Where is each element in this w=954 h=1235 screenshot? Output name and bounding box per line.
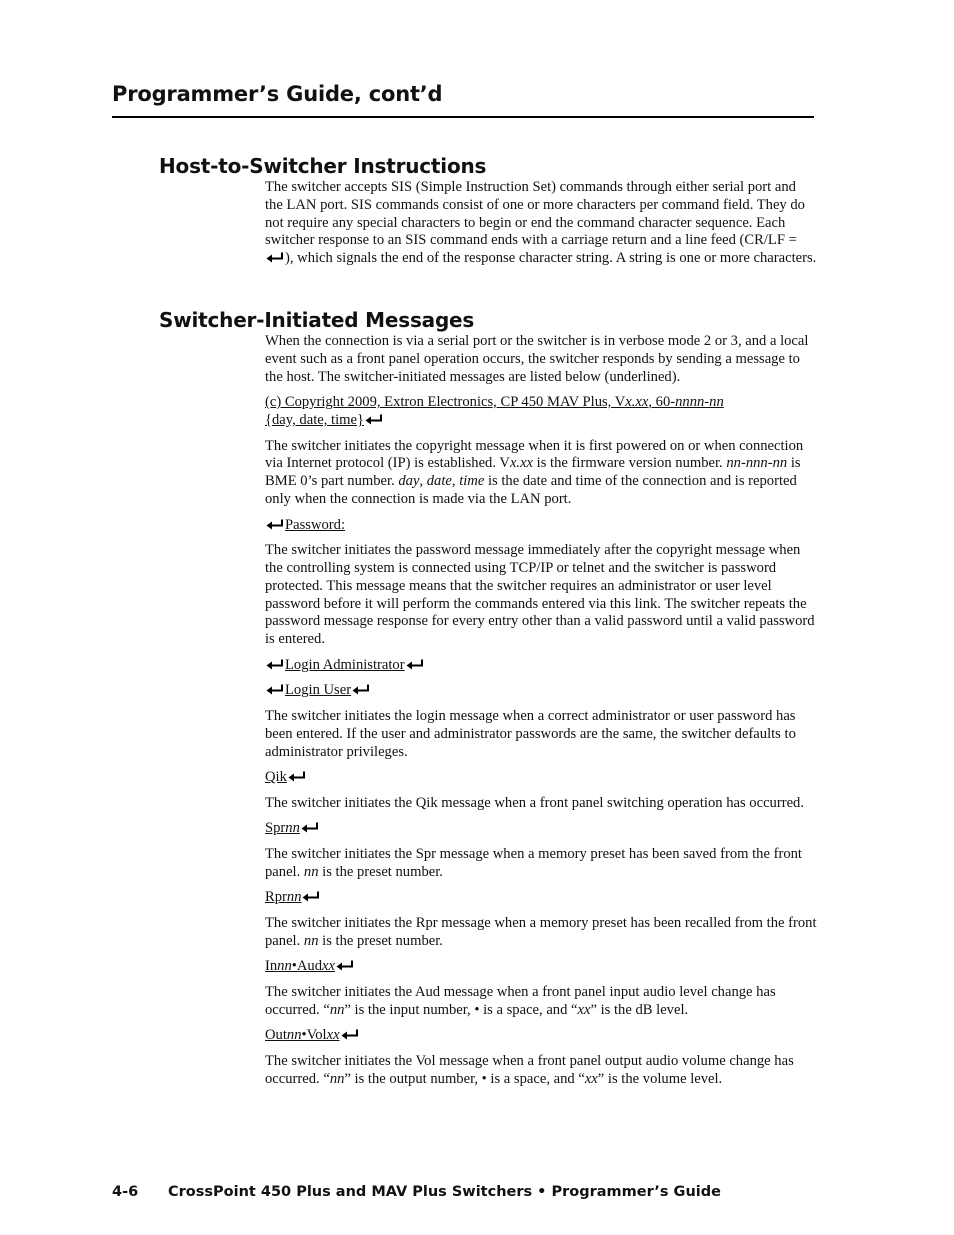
return-arrow-icon bbox=[352, 684, 370, 695]
return-arrow-icon bbox=[266, 684, 284, 695]
return-arrow-icon bbox=[266, 659, 284, 670]
password-description: The switcher initiates the password message immediately after the copyright message when the controlling system is connected using TCP/IP or telnet and the switcher is password protected. This message means that the switcher requires an administrator or user level password before it will perform the commands entered via this link. The switcher repeats the password message response for every entry other than a valid password until a valid password is entered. bbox=[265, 542, 815, 648]
return-arrow-icon bbox=[336, 960, 354, 971]
page-header bbox=[112, 82, 814, 118]
copyright-message: (c) Copyright 2009, Extron Electronics, CP 450 MAV Plus, Vx.xx, 60-nnnn-nn {day, date, time} bbox=[265, 394, 724, 428]
return-arrow-icon bbox=[301, 822, 319, 833]
page-footer bbox=[112, 1184, 721, 1200]
login-user-message: Login User bbox=[265, 682, 817, 700]
vol-message: Outnn•Volxx bbox=[265, 1027, 817, 1045]
aud-message: Innn•Audxx bbox=[265, 958, 817, 976]
qik-description: The switcher initiates the Qik message when a front panel switching operation has occurred. bbox=[265, 794, 804, 811]
page-title: Programmer’s Guide, cont’d bbox=[112, 82, 443, 106]
login-description: The switcher initiates the login message when a correct administrator or user password has been entered. If the user and administrator passwords are the same, the switcher defaults to administrator privileges. bbox=[265, 707, 796, 760]
return-arrow-icon bbox=[341, 1029, 359, 1040]
return-arrow-icon bbox=[302, 891, 320, 902]
return-arrow-icon bbox=[266, 252, 284, 263]
section-heading-switcher-initiated: Switcher-Initiated Messages bbox=[159, 308, 475, 332]
rpr-description: The switcher initiates the Rpr message when a memory preset has been recalled from the front panel. nn is the preset number. bbox=[265, 914, 817, 949]
paragraph: The switcher accepts SIS (Simple Instruction Set) commands through either serial port and the LAN port. SIS commands consist of one or more characters per command field. They do not require any special characters to begin or end the command character sequence. Each switcher response to an SIS command ends with a carriage return and a line feed (CR/LF = ), which signals the end of the response character string. A string is one or more characters. bbox=[265, 179, 817, 267]
section-body-switcher-initiated bbox=[265, 333, 817, 1096]
vol-description: The switcher initiates the Vol message when a front panel output audio volume change has occurred. “nn” is the output number, • is a space, and “xx” is the volume level. bbox=[265, 1052, 794, 1087]
section-heading-host-to-switcher: Host-to-Switcher Instructions bbox=[159, 154, 487, 178]
footer-title: CrossPoint 450 Plus and MAV Plus Switchers • Programmer’s Guide bbox=[168, 1184, 721, 1200]
return-arrow-icon bbox=[288, 771, 306, 782]
return-arrow-icon bbox=[406, 659, 424, 670]
section-body-host-to-switcher bbox=[265, 179, 817, 276]
password-message: Password: bbox=[265, 517, 817, 535]
spr-message: Sprnn bbox=[265, 820, 817, 838]
rpr-message: Rprnn bbox=[265, 889, 817, 907]
copyright-description: The switcher initiates the copyright message when it is first powered on or when connection via Internet protocol (IP) is established. Vx.xx is the firmware version number. nn-nnn-nn is BME 0’s part number. day, date, time is the date and time of the connection and is reported only when the connection is made via the LAN port. bbox=[265, 437, 804, 507]
page-number: 4-6 bbox=[112, 1184, 139, 1200]
return-arrow-icon bbox=[365, 414, 383, 425]
intro-paragraph: When the connection is via a serial port or the switcher is in verbose mode 2 or 3, and a local event such as a front panel operation occurs, the switcher responds by sending a message to the host. The switcher-initiated messages are listed below (underlined). bbox=[265, 333, 809, 385]
return-arrow-icon bbox=[266, 519, 284, 530]
qik-message: Qik bbox=[265, 769, 817, 787]
aud-description: The switcher initiates the Aud message when a front panel input audio level change has occurred. “nn” is the input number, • is a space, and “xx” is the dB level. bbox=[265, 983, 776, 1018]
spr-description: The switcher initiates the Spr message when a memory preset has been saved from the front panel. nn is the preset number. bbox=[265, 845, 802, 880]
login-administrator-message: Login Administrator bbox=[265, 657, 817, 675]
